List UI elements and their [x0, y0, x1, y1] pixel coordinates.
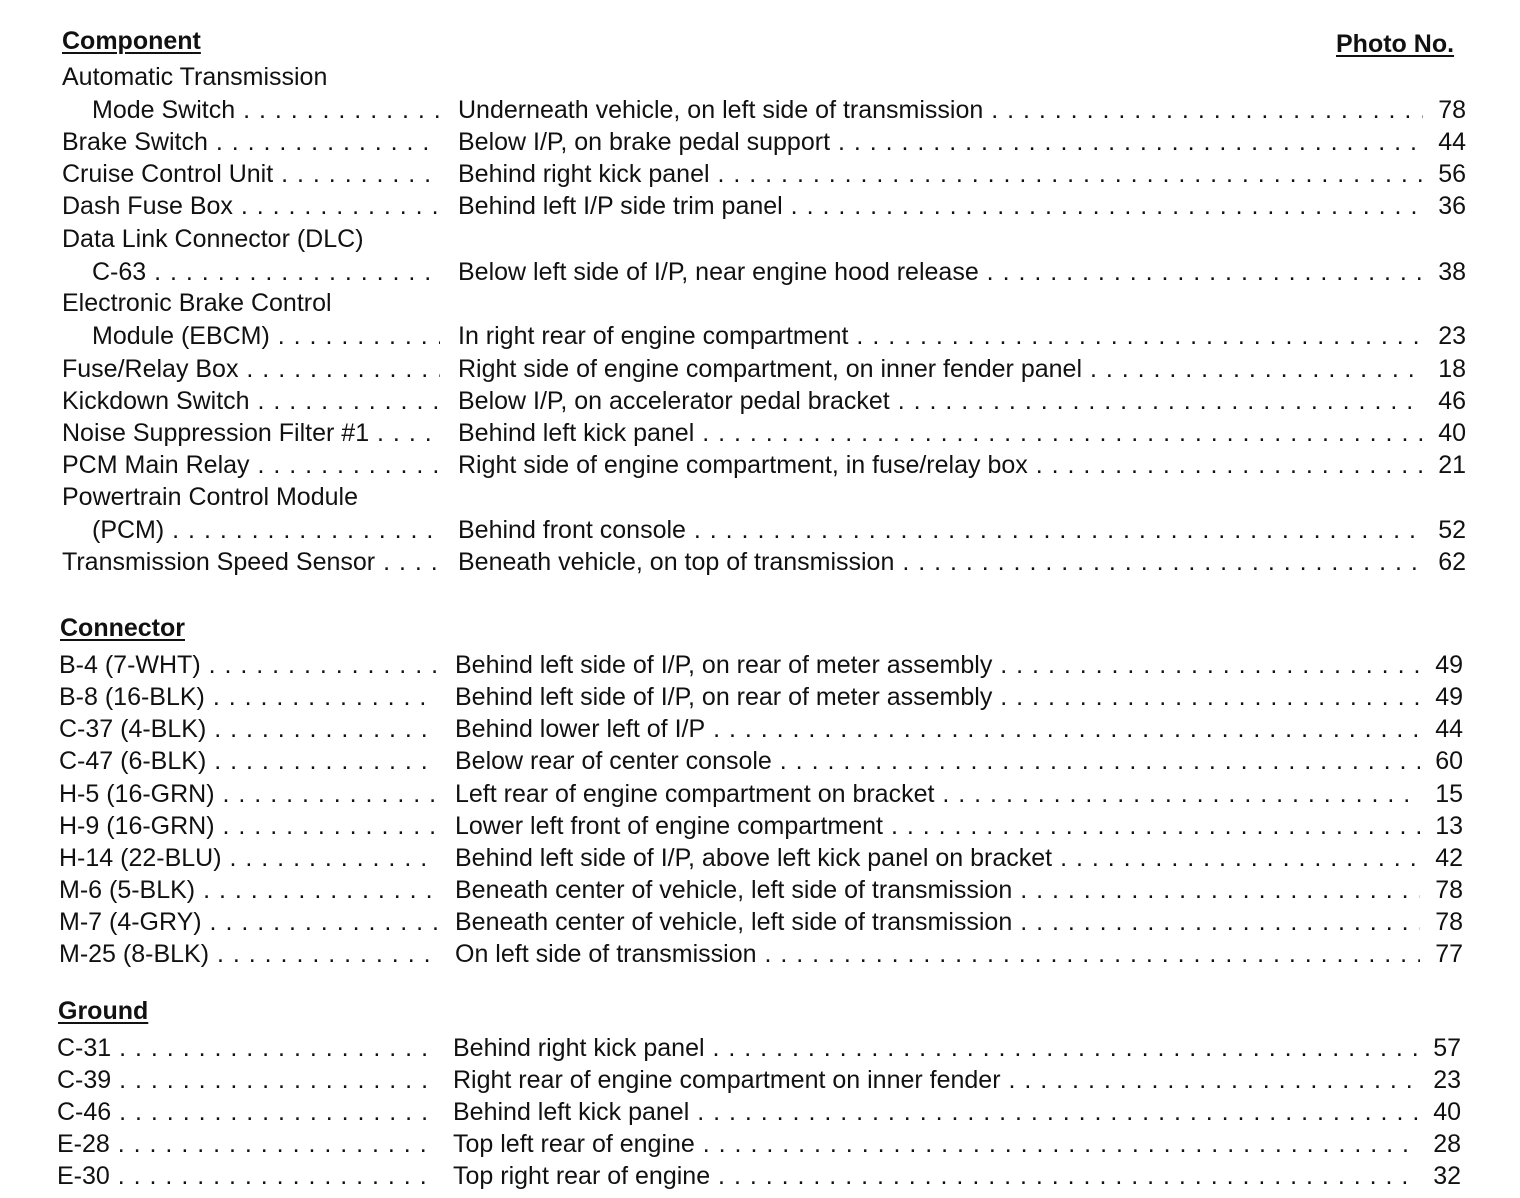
photo-number: 36 — [1438, 192, 1466, 220]
table-row — [59, 778, 1463, 810]
connector-name: M-25 (8-BLK) . . . — [59, 938, 437, 970]
photo-number: 46 — [1438, 387, 1466, 415]
photo-number: 56 — [1438, 160, 1466, 188]
photo-number: 49 — [1435, 683, 1463, 711]
connector-location: Behind left side of I/P, on rear of meter assembly . . . — [455, 681, 1420, 713]
list-item — [62, 256, 1466, 288]
component-location: Below left side of I/P, near engine hood release . . . — [458, 256, 1423, 288]
photo-number: 52 — [1438, 516, 1466, 544]
connector-location: Behind lower left of I/P . . . — [455, 713, 1420, 745]
ground-location: Behind left kick panel . . . — [453, 1096, 1418, 1128]
connector-name: H-9 (16-GRN) . . . — [59, 810, 437, 842]
component-name: Noise Suppression Filter #1 . . . — [62, 417, 440, 449]
component-name: Kickdown Switch . . . — [62, 385, 440, 417]
connector-location: On left side of transmission . . . — [455, 938, 1420, 970]
connector-location: Beneath center of vehicle, left side of transmission . . . — [455, 906, 1420, 938]
photo-number: 32 — [1433, 1162, 1461, 1190]
photo-number: 57 — [1433, 1034, 1461, 1062]
component-name-continued: Powertrain Control Module — [62, 483, 358, 511]
list-item — [62, 546, 1466, 578]
component-name: Brake Switch . . . — [62, 126, 440, 158]
component-location: Behind left I/P side trim panel . . . — [458, 190, 1423, 222]
list-item — [62, 417, 1466, 449]
connector-name: B-8 (16-BLK) . . . — [59, 681, 437, 713]
connector-location: Left rear of engine compartment on bracket . . . — [455, 778, 1420, 810]
list-item — [62, 385, 1466, 417]
list-item — [62, 514, 1466, 546]
ground-location: Behind right kick panel . . . — [453, 1032, 1418, 1064]
connector-location: Beneath center of vehicle, left side of transmission . . . — [455, 874, 1420, 906]
component-location: Behind front console . . . — [458, 514, 1423, 546]
connector-location: Behind left side of I/P, above left kick panel on bracket . . . — [455, 842, 1420, 874]
connector-name: M-6 (5-BLK) . . . — [59, 874, 437, 906]
photo-number: 44 — [1438, 128, 1466, 156]
component-name: C-63 . . . — [62, 256, 440, 288]
list-item — [62, 158, 1466, 190]
component-location: In right rear of engine compartment . . . — [458, 320, 1423, 352]
ground-name: C-31 . . . — [57, 1032, 435, 1064]
component-location: Below I/P, on accelerator pedal bracket . . . — [458, 385, 1423, 417]
connector-location: Below rear of center console . . . — [455, 745, 1420, 777]
photo-number: 23 — [1433, 1066, 1461, 1094]
component-name: Cruise Control Unit . . . — [62, 158, 440, 190]
ground-location: Top left rear of engine . . . — [453, 1128, 1418, 1160]
ground-location: Right rear of engine compartment on inner fender . . . — [453, 1064, 1418, 1096]
photo-number: 44 — [1435, 715, 1463, 743]
list-item — [62, 320, 1466, 352]
component-name-continued: Electronic Brake Control — [62, 289, 332, 317]
component-location: Behind left kick panel . . . — [458, 417, 1423, 449]
connector-name: M-7 (4-GRY) . . . — [59, 906, 437, 938]
photo-number: 78 — [1435, 908, 1463, 936]
component-location: Beneath vehicle, on top of transmission . . . — [458, 546, 1423, 578]
component-name: Mode Switch . . . — [62, 94, 440, 126]
table-row — [59, 745, 1463, 777]
component-name: (PCM) . . . — [62, 514, 440, 546]
component-location: Right side of engine compartment, in fuse/relay box . . . — [458, 449, 1423, 481]
photo-number: 78 — [1435, 876, 1463, 904]
photo-number: 15 — [1435, 780, 1463, 808]
component-name: Fuse/Relay Box . . . — [62, 353, 440, 385]
connector-name: B-4 (7-WHT) . . . — [59, 649, 437, 681]
table-row — [59, 842, 1463, 874]
list-item — [62, 353, 1466, 385]
photo-number: 40 — [1433, 1098, 1461, 1126]
table-row — [57, 1096, 1461, 1128]
component-location: Behind right kick panel . . . — [458, 158, 1423, 190]
table-row — [59, 938, 1463, 970]
photo-number: 60 — [1435, 747, 1463, 775]
photo-number: 38 — [1438, 258, 1466, 286]
connector-name: H-14 (22-BLU) . . . — [59, 842, 437, 874]
component-name: Dash Fuse Box . . . — [62, 190, 440, 222]
list-item — [62, 190, 1466, 222]
component-section-header: Component — [62, 27, 201, 55]
photo-number: 23 — [1438, 322, 1466, 350]
photo-number: 42 — [1435, 844, 1463, 872]
ground-section-header: Ground — [58, 997, 149, 1025]
table-row — [59, 906, 1463, 938]
list-item — [62, 126, 1466, 158]
table-row — [57, 1032, 1461, 1064]
ground-name: C-46 . . . — [57, 1096, 435, 1128]
ground-name: E-28 . . . — [57, 1128, 435, 1160]
table-row — [59, 649, 1463, 681]
table-row — [59, 810, 1463, 842]
component-name: Module (EBCM) . . . — [62, 320, 440, 352]
ground-name: E-30 . . . — [57, 1160, 435, 1192]
photo-number: 21 — [1438, 451, 1466, 479]
ground-name: C-39 . . . — [57, 1064, 435, 1096]
table-row — [59, 874, 1463, 906]
component-name-continued: Data Link Connector (DLC) — [62, 225, 364, 253]
photo-number: 18 — [1438, 355, 1466, 383]
photo-number: 13 — [1435, 812, 1463, 840]
table-row — [57, 1160, 1461, 1192]
connector-location: Behind left side of I/P, on rear of meter assembly . . . — [455, 649, 1420, 681]
photo-number: 62 — [1438, 548, 1466, 576]
component-location: Underneath vehicle, on left side of transmission . . . — [458, 94, 1423, 126]
component-name: PCM Main Relay . . . — [62, 449, 440, 481]
component-location: Below I/P, on brake pedal support . . . — [458, 126, 1423, 158]
photo-number: 40 — [1438, 419, 1466, 447]
component-location: Right side of engine compartment, on inner fender panel . . . — [458, 353, 1423, 385]
table-row — [57, 1128, 1461, 1160]
photo-number: 78 — [1438, 96, 1466, 124]
table-row — [59, 681, 1463, 713]
component-name: Transmission Speed Sensor . . . — [62, 546, 440, 578]
connector-name: H-5 (16-GRN) . . . — [59, 778, 437, 810]
photo-no-column-header: Photo No. — [1336, 30, 1455, 58]
photo-number: 49 — [1435, 651, 1463, 679]
connector-section-header: Connector — [60, 614, 185, 642]
ground-location: Top right rear of engine . . . — [453, 1160, 1418, 1192]
photo-number: 28 — [1433, 1130, 1461, 1158]
list-item — [62, 449, 1466, 481]
connector-name: C-47 (6-BLK) . . . — [59, 745, 437, 777]
component-name-continued: Automatic Transmission — [62, 63, 328, 91]
list-item — [62, 94, 1466, 126]
connector-location: Lower left front of engine compartment . . . — [455, 810, 1420, 842]
table-row — [57, 1064, 1461, 1096]
table-row — [59, 713, 1463, 745]
connector-name: C-37 (4-BLK) . . . — [59, 713, 437, 745]
photo-number: 77 — [1435, 940, 1463, 968]
